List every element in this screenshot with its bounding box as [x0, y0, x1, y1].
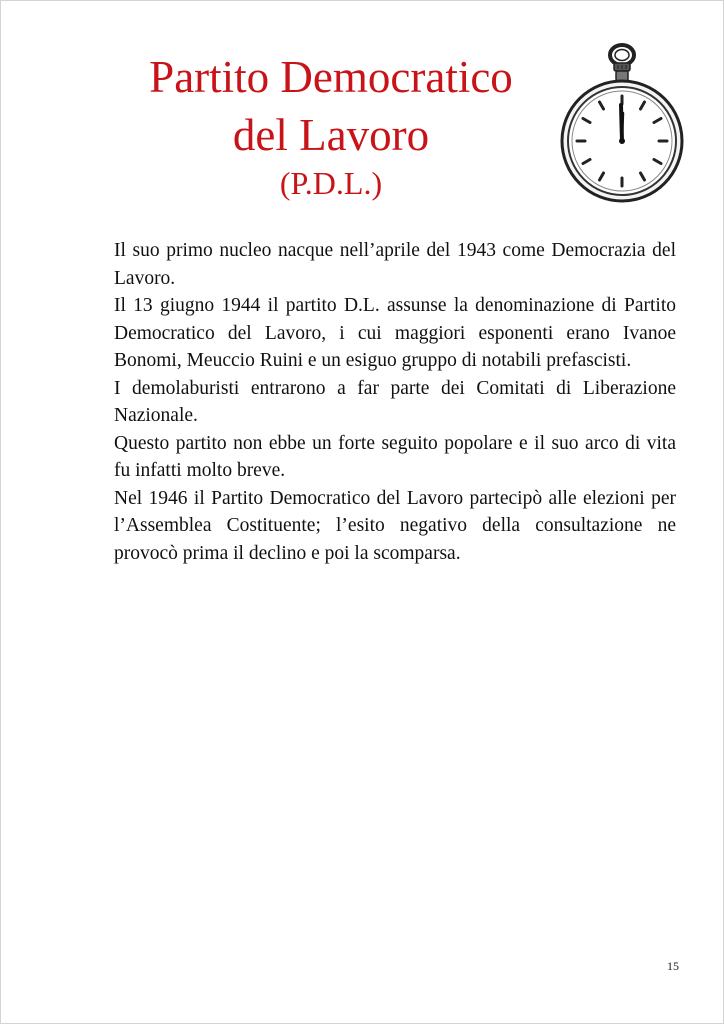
page-subtitle: (P.D.L.): [279, 165, 383, 201]
paragraph: I demolaburisti entrarono a far parte dei Comitati di Liberazione Nazionale.: [114, 377, 676, 426]
paragraph: Il 13 giugno 1944 il partito D.L. assunse la denominazione di Partito Democratico del Lavoro, i cui maggiori esponenti erano Ivanoe Bonomi, Meuccio Ruini e un esiguo gruppo di notabili prefascisti.: [114, 295, 676, 371]
paragraph: Questo partito non ebbe un forte seguito popolare e il suo arco di vita fu infatti molto breve.: [114, 432, 676, 481]
paragraph: Nel 1946 il Partito Democratico del Lavoro partecipò alle elezioni per l’Assemblea Costituente; l’esito negativo della consultazione ne provocò prima il declino e poi la scomparsa.: [114, 487, 676, 564]
pocket-watch-icon: [557, 41, 687, 211]
page-number: 15: [667, 959, 679, 973]
paragraph: Il suo primo nucleo nacque nell’aprile del 1943 come Democrazia del Lavoro.: [114, 240, 676, 289]
body-text: [114, 237, 676, 567]
page-title-line1: Partito Democratico: [149, 52, 513, 102]
page-title-line2: del Lavoro: [232, 110, 430, 160]
